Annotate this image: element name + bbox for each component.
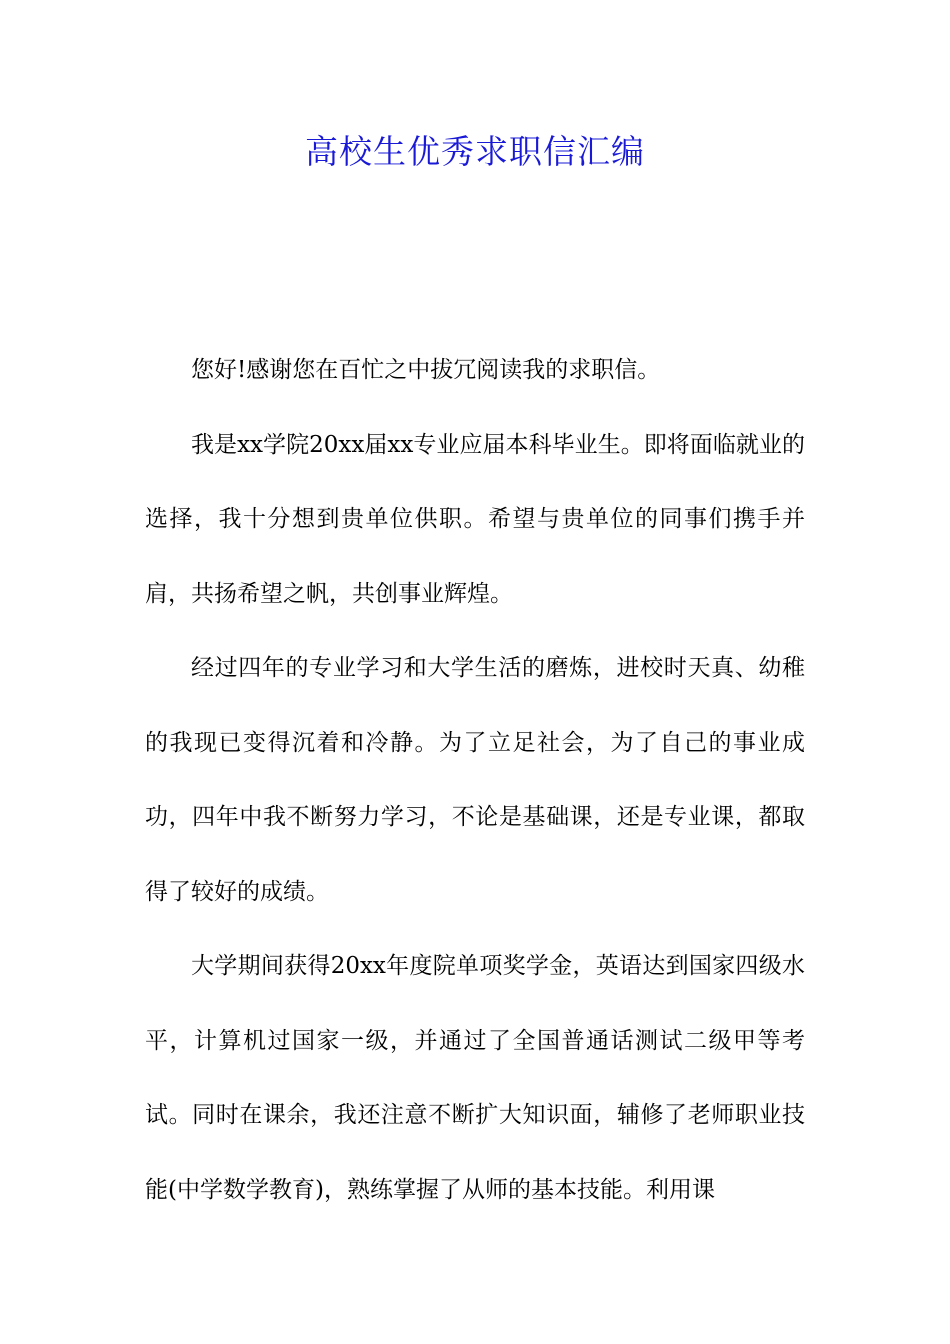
paragraph-achievements: 大学期间获得20xx年度院单项奖学金，英语达到国家四级水平，计算机过国家一级，并通过了全国普通话测试二级甲等考试。同时在课余，我还注意不断扩大知识面，辅修了老师职业技能(中学数学教育)，熟练掌握了从师的基本技能。利用课 — [145, 953, 805, 1203]
paragraph-study-experience: 经过四年的专业学习和大学生活的磨炼，进校时天真、幼稚的我现已变得沉着和冷静。为了立足社会，为了自己的事业成功，四年中我不断努力学习，不论是基础课，还是专业课，都取得了较好的成绩。 — [145, 655, 805, 905]
paragraph-greeting: 您好!感谢您在百忙之中拔冗阅读我的求职信。 — [191, 357, 661, 383]
paragraph-introduction: 我是xx学院20xx届xx专业应届本科毕业生。即将面临就业的选择，我十分想到贵单位供职。希望与贵单位的同事们携手并肩，共扬希望之帆，共创事业辉煌。 — [145, 431, 805, 607]
page-title: 高校生优秀求职信汇编 — [305, 132, 645, 171]
letter-body — [145, 333, 805, 1227]
